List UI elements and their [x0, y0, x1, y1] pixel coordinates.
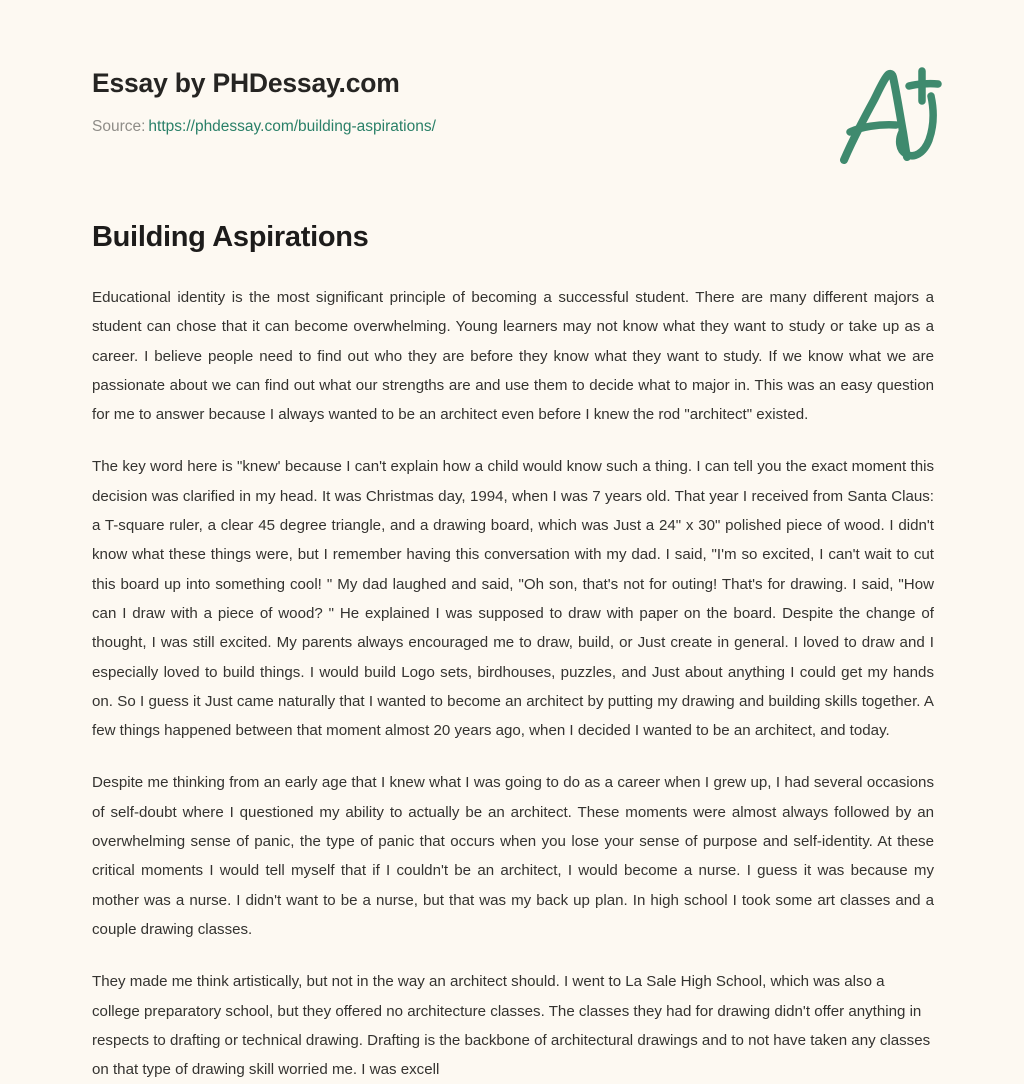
paragraph: The key word here is "knew' because I can't explain how a child would know such a thing. I can tell you the exact moment this decision was clarified in my head. It was Christmas day, 1994, when I was 7 years old. That year I received from Santa Claus: a T-square ruler, a clear 45 degree triangle, and a drawing board, which was Just a 24" x 30" polished piece of wood. I didn't know what these things were, but I remember having this conversation with my dad. I said, "I'm so excited, I can't wait to cut this board up into something cool! " My dad laughed and said, "Oh son, that's not for outing! That's for drawing. I said, "How can I draw with a piece of wood? " He explained I was supposed to draw with paper on the board. Despite the change of thought, I was still excited. My parents always encouraged me to draw, build, or Just create in general. I loved to draw and I especially loved to build things. I would build Logo sets, birdhouses, puzzles, and Just about anything I could get my hands on. So I guess it Just came naturally that I wanted to become an architect by putting my drawing and building skills together. A few things happened between that moment almost 20 years ago, when I decided I wanted to be an architect, and today.: [92, 458, 934, 740]
source-url-link[interactable]: https://phdessay.com/building-aspirations/: [148, 117, 436, 135]
source-line: [92, 100, 932, 137]
page-title: Building Aspirations: [92, 221, 369, 253]
masthead: [92, 68, 932, 137]
paragraph: Despite me thinking from an early age that I knew what I was going to do as a career when I grew up, I had several occasions of self-doubt where I questioned my ability to actually be an architect. These moments were almost always followed by an overwhelming sense of panic, the type of panic that occurs when you lose your sense of purpose and self-identity. At these critical moments I would tell myself that if I couldn't be an architect, I would become a nurse. I guess it was because my mother was a nurse. I didn't want to be a nurse, but that was my back up plan. In high school I took some art classes and a couple drawing classes.: [92, 774, 934, 938]
paragraph: Educational identity is the most significant principle of becoming a successful student. There are many different majors a student can chose that it can become overwhelming. Young learners may not know what they want to study or take up as a career. I believe people need to find out who they are before they know what they want to study. If we know what we are passionate about we can find out what our strengths are and use them to decide what to major in. This was an easy question for me to answer because I always wanted to be an architect even before I knew the rod "architect" existed.: [92, 289, 934, 424]
brand-title: Essay by PHDessay.com: [92, 68, 400, 98]
a-plus-icon: [830, 60, 948, 172]
paragraph: They made me think artistically, but not in the way an architect should. I went to La Sale High School, which was also a college preparatory school, but they offered no architecture classes. The classes they had for drawing didn't offer anything in respects to drafting or technical drawing. Drafting is the backbone of architectural drawings and to not have taken any classes on that type of drawing skill worried me. I was excell: [92, 973, 931, 1079]
a-plus-logo: [830, 60, 948, 172]
source-label: Source:: [92, 117, 146, 135]
essay-body: [92, 283, 934, 1084]
